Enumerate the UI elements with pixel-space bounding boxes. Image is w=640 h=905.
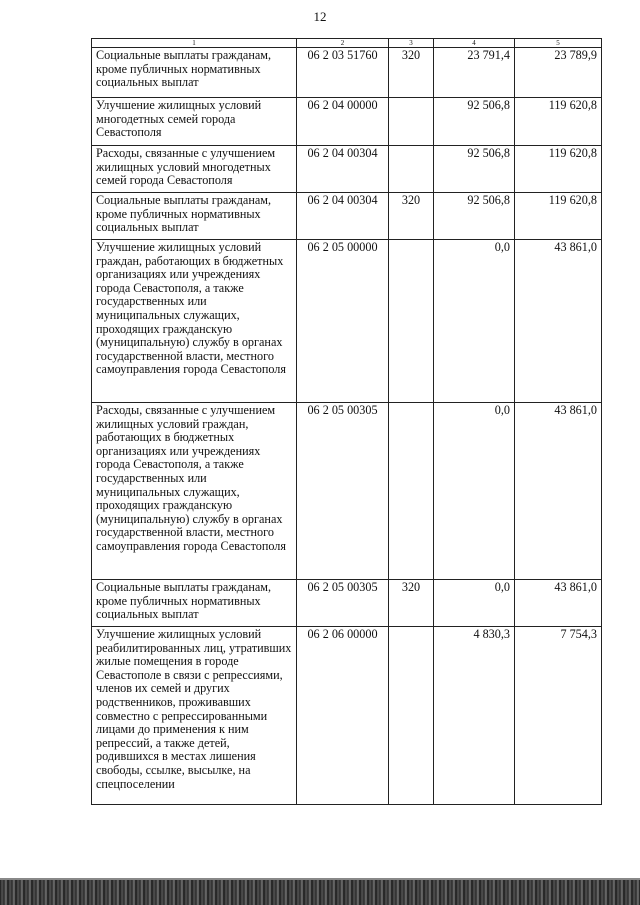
row-name: Расходы, связанные с улучшением жилищных условий граждан, работающих в бюджетных организациях или учреждениях города Севастополя, а также государственных или муниципальных служащих, проходящих гражданскую (муниципальную) службу в органах государственной власти, местного самоуправления города Севастополя <box>92 403 297 580</box>
row-value-1: 92 506,8 <box>434 98 515 146</box>
row-value-2: 43 861,0 <box>515 580 602 627</box>
row-name: Социальные выплаты гражданам, кроме публичных нормативных социальных выплат <box>92 48 297 98</box>
table-row <box>92 98 602 146</box>
row-value-2: 7 754,3 <box>515 627 602 805</box>
column-header-3: 3 <box>389 39 434 48</box>
row-value-2: 119 620,8 <box>515 146 602 193</box>
scan-edge-strip <box>0 880 640 905</box>
table-row <box>92 580 602 627</box>
row-value-1: 4 830,3 <box>434 627 515 805</box>
row-code: 06 2 05 00305 <box>297 580 389 627</box>
row-value-1: 0,0 <box>434 580 515 627</box>
row-name: Улучшение жилищных условий многодетных семей города Севастополя <box>92 98 297 146</box>
row-value-2: 119 620,8 <box>515 98 602 146</box>
table-row <box>92 193 602 240</box>
row-code: 06 2 06 00000 <box>297 627 389 805</box>
table-row <box>92 48 602 98</box>
row-name: Социальные выплаты гражданам, кроме публичных нормативных социальных выплат <box>92 580 297 627</box>
row-expense-type: 320 <box>389 48 434 98</box>
row-expense-type <box>389 627 434 805</box>
row-value-1: 92 506,8 <box>434 193 515 240</box>
column-header-1: 1 <box>92 39 297 48</box>
table-row <box>92 403 602 580</box>
row-code: 06 2 04 00000 <box>297 98 389 146</box>
column-header-5: 5 <box>515 39 602 48</box>
row-name: Социальные выплаты гражданам, кроме публичных нормативных социальных выплат <box>92 193 297 240</box>
table-row <box>92 240 602 403</box>
row-name: Улучшение жилищных условий граждан, работающих в бюджетных организациях или учреждениях города Севастополя, а также государственных или муниципальных служащих, проходящих гражданскую (муниципальную) службу в органах государственной власти, местного самоуправления города Севастополя <box>92 240 297 403</box>
row-expense-type <box>389 403 434 580</box>
row-value-2: 23 789,9 <box>515 48 602 98</box>
row-expense-type <box>389 98 434 146</box>
row-value-1: 92 506,8 <box>434 146 515 193</box>
row-name: Улучшение жилищных условий реабилитированных лиц, утративших жилые помещения в городе Севастополе в связи с репрессиями, членов их семей и других родственников, проживавших совместно с репрессированными лицами до применения к ним репрессий, а также детей, родившихся в местах лишения свободы, ссылке, высылке, на спецпоселении <box>92 627 297 805</box>
row-value-2: 43 861,0 <box>515 403 602 580</box>
row-value-1: 23 791,4 <box>434 48 515 98</box>
row-value-2: 43 861,0 <box>515 240 602 403</box>
column-header-2: 2 <box>297 39 389 48</box>
column-header-4: 4 <box>434 39 515 48</box>
row-expense-type <box>389 146 434 193</box>
table-row <box>92 627 602 805</box>
row-code: 06 2 03 51760 <box>297 48 389 98</box>
row-name: Расходы, связанные с улучшением жилищных условий многодетных семей города Севастополя <box>92 146 297 193</box>
page-number: 12 <box>313 9 327 24</box>
row-expense-type <box>389 240 434 403</box>
row-code: 06 2 04 00304 <box>297 146 389 193</box>
row-code: 06 2 04 00304 <box>297 193 389 240</box>
row-value-1: 0,0 <box>434 403 515 580</box>
row-expense-type: 320 <box>389 580 434 627</box>
budget-table <box>91 38 602 805</box>
row-value-1: 0,0 <box>434 240 515 403</box>
row-value-2: 119 620,8 <box>515 193 602 240</box>
row-code: 06 2 05 00000 <box>297 240 389 403</box>
table-row <box>92 146 602 193</box>
row-code: 06 2 05 00305 <box>297 403 389 580</box>
column-number-row <box>92 39 602 48</box>
row-expense-type: 320 <box>389 193 434 240</box>
